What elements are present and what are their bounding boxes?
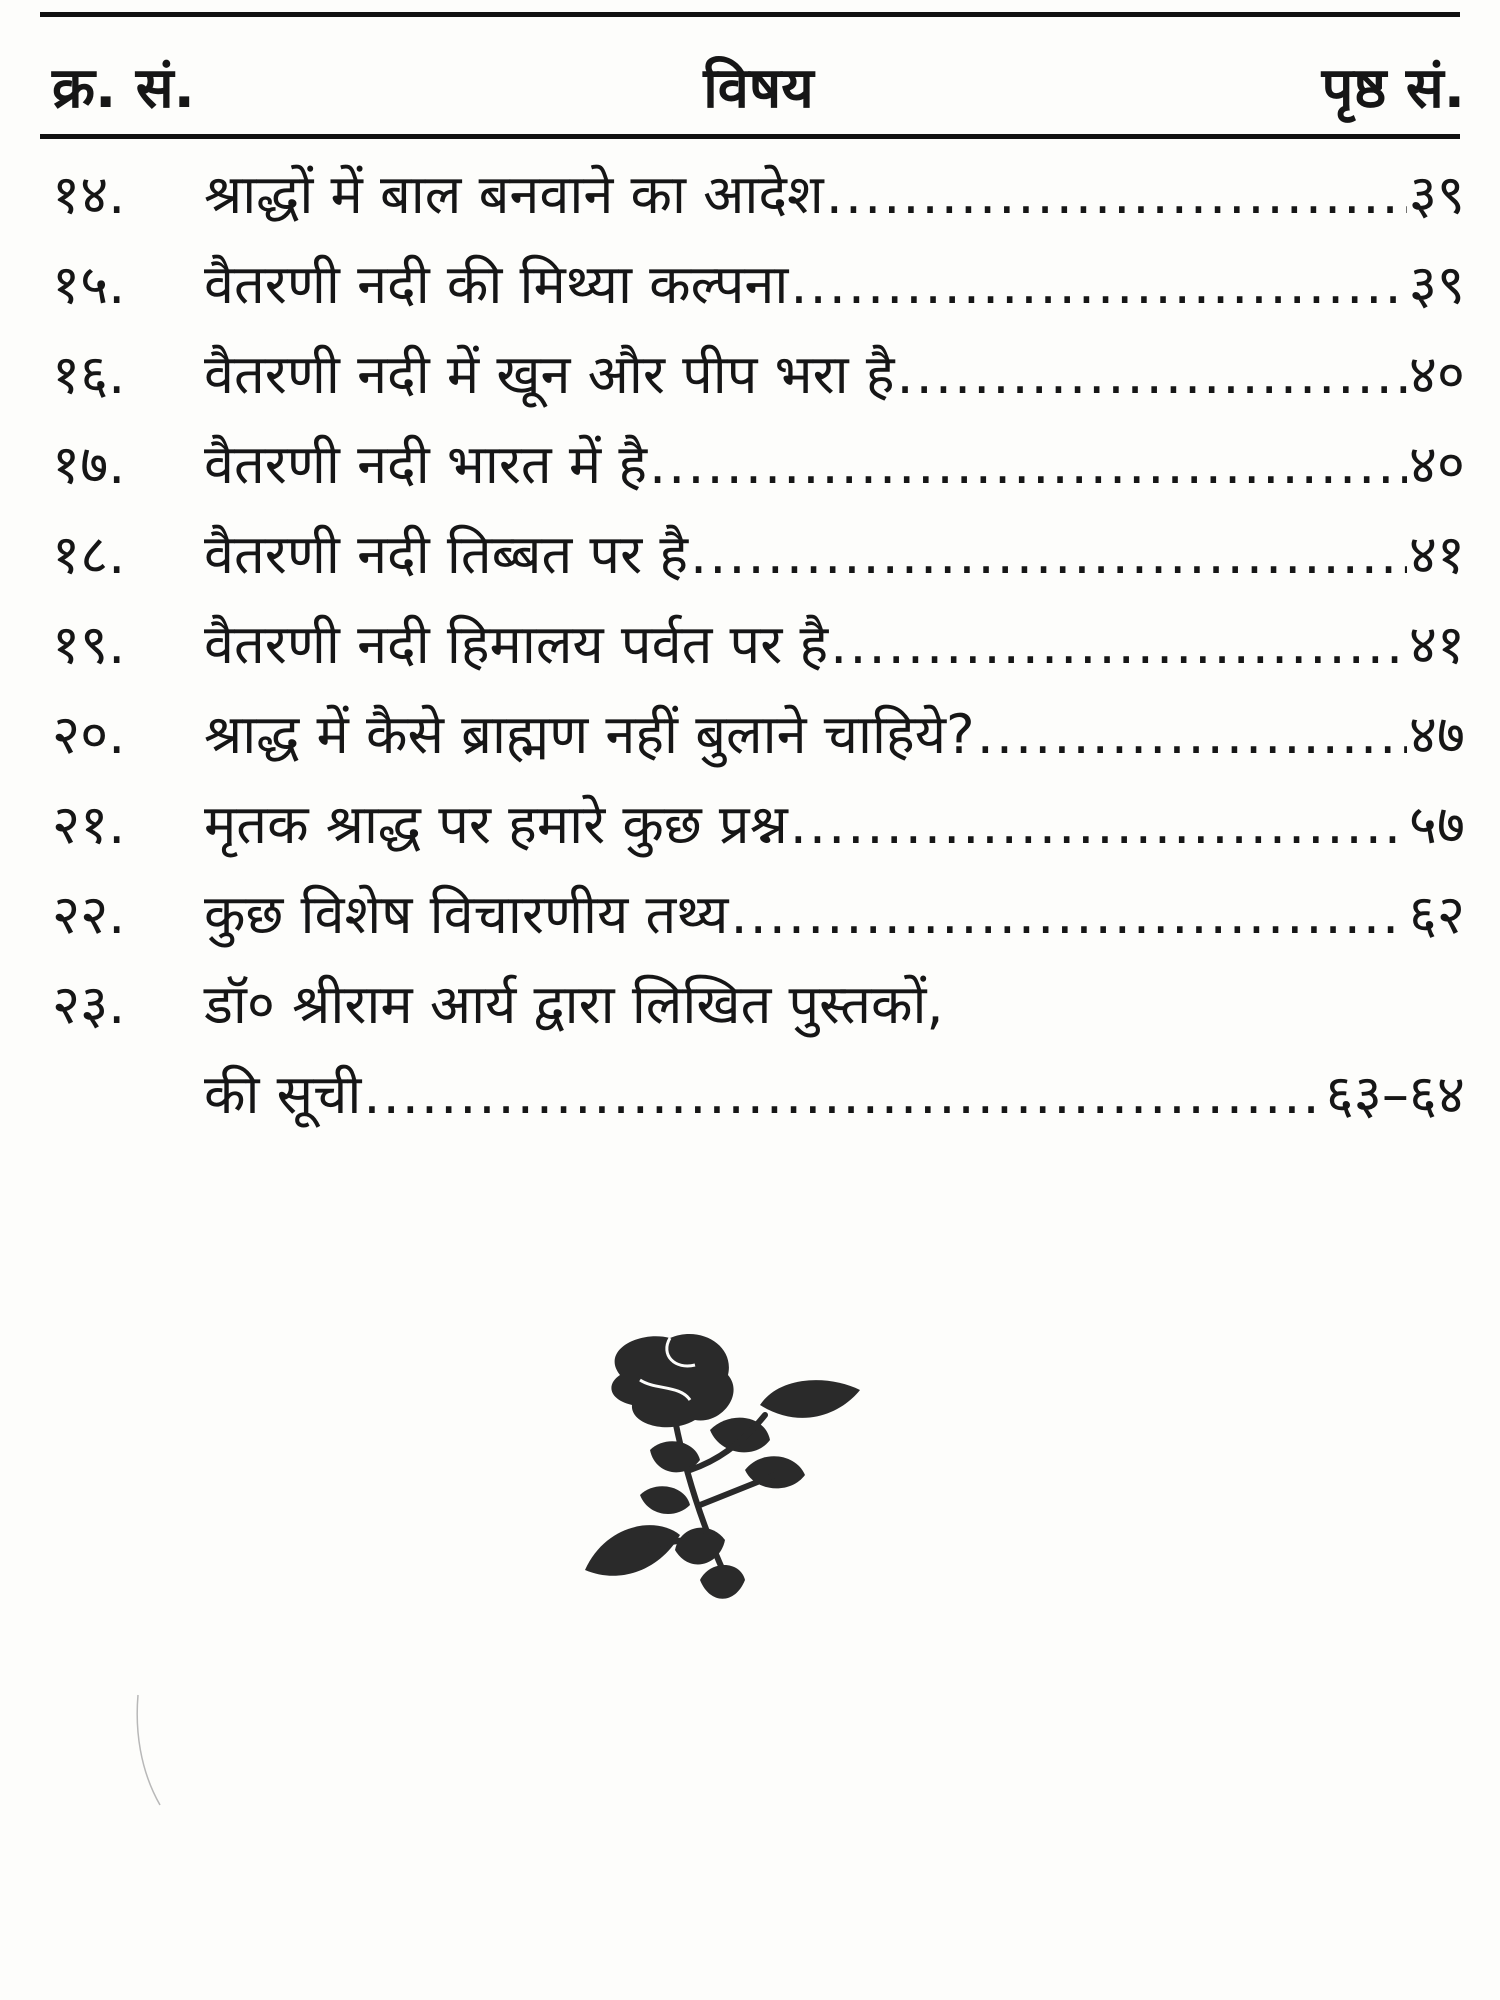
dot-leader (790, 240, 1406, 330)
toc-entry (52, 690, 1465, 780)
dot-leader (826, 150, 1407, 240)
entry-number: २१. (52, 793, 126, 856)
entry-title: वैतरणी नदी हिमालय पर्वत पर है (204, 613, 829, 676)
entry-title: श्राद्ध में कैसे ब्राह्मण नहीं बुलाने चाहिये? (204, 703, 975, 766)
page-number-heading: पृष्ठ सं. (1321, 56, 1465, 121)
dot-leader (790, 780, 1407, 870)
dot-leader (363, 1050, 1323, 1140)
dot-leader (730, 870, 1406, 960)
dot-leader (977, 690, 1407, 780)
entry-title-line2: की सूची (204, 1063, 362, 1126)
entry-title: कुछ विशेष विचारणीय तथ्य (204, 883, 729, 946)
serial-number-heading: क्र. सं. (52, 56, 195, 121)
dot-leader (690, 510, 1407, 600)
topic-heading: विषय (703, 56, 814, 121)
entry-title: वैतरणी नदी भारत में है (204, 433, 647, 496)
entry-page: ६२ (1408, 883, 1465, 946)
dot-leader (830, 600, 1407, 690)
toc-entry (52, 240, 1465, 330)
entry-number: १४. (52, 163, 126, 226)
entry-page: ३९ (1408, 163, 1465, 226)
dot-leader (897, 330, 1407, 420)
entry-page: ४० (1408, 343, 1465, 406)
entry-number: १९. (52, 613, 126, 676)
toc-entry (52, 420, 1465, 510)
toc-header (52, 48, 1465, 128)
entry-title: वैतरणी नदी तिब्बत पर है (204, 523, 689, 586)
rose-flower-icon (560, 1320, 940, 1620)
toc-entry (52, 870, 1465, 960)
toc-entry (52, 510, 1465, 600)
entry-page: ४१ (1408, 613, 1465, 676)
entry-number: १५. (52, 253, 126, 316)
entry-title: श्राद्धों में बाल बनवाने का आदेश (204, 163, 824, 226)
entry-page: ६३–६४ (1325, 1063, 1465, 1126)
entry-title-line1: डॉ० श्रीराम आर्य द्वारा लिखित पुस्तकों, (204, 973, 944, 1036)
toc-entry (52, 780, 1465, 870)
toc-entry-continuation (52, 1050, 1465, 1140)
entry-page: ५७ (1408, 793, 1465, 856)
entry-number: १७. (52, 433, 126, 496)
entry-title: वैतरणी नदी में खून और पीप भरा है (204, 343, 895, 406)
entry-title: मृतक श्राद्ध पर हमारे कुछ प्रश्न (204, 793, 788, 856)
header-rule (40, 134, 1460, 139)
entry-number: १६. (52, 343, 126, 406)
top-rule (40, 12, 1460, 17)
toc-entry (52, 150, 1465, 240)
paper-mark (130, 1690, 170, 1810)
entry-page: ४७ (1408, 703, 1465, 766)
entry-number: २०. (52, 703, 126, 766)
entry-number: २२. (52, 883, 126, 946)
entry-number: २३. (52, 973, 126, 1036)
entry-title: वैतरणी नदी की मिथ्या कल्पना (204, 253, 789, 316)
entry-number: १८. (52, 523, 126, 586)
entry-page: ३९ (1408, 253, 1465, 316)
toc-entry (52, 330, 1465, 420)
dot-leader (649, 420, 1407, 510)
entry-page: ४१ (1408, 523, 1465, 586)
toc-entry-last (52, 960, 1465, 1050)
toc-entry (52, 600, 1465, 690)
entry-page: ४० (1408, 433, 1465, 496)
toc-list (52, 150, 1465, 1140)
